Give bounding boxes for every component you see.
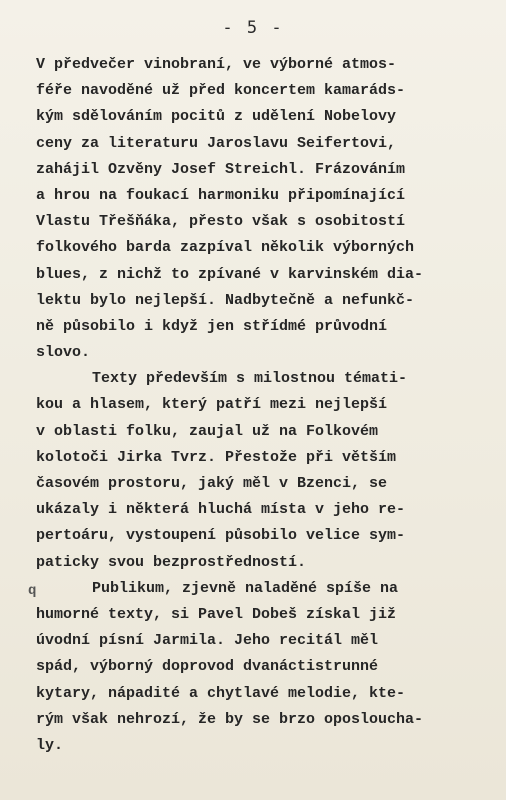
paragraph-3 — [28, 576, 506, 759]
text-line: a hrou na foukací harmoniku připomínající — [36, 186, 406, 204]
text-line: ně působilo i když jen střídmé průvodní — [36, 317, 388, 335]
text-line: zahájil Ozvěny Josef Streichl. Frázováním — [36, 160, 406, 178]
paragraph-1 — [36, 52, 506, 366]
margin-mark: q — [28, 582, 37, 599]
text-line: Vlastu Třešňáka, přesto však s osobitostí — [36, 213, 406, 231]
text-line: spád, výborný doprovod dvanáctistrunné — [36, 658, 379, 676]
text-line: kým sdělováním pocitů z udělení Nobelovy — [36, 108, 397, 126]
text-line: časovém prostoru, jaký měl v Bzenci, se — [36, 475, 388, 492]
page-number: - 5 - — [222, 18, 284, 38]
text-line: kou a hlasem, který patří mezi nejlepší — [36, 396, 388, 414]
text-line: V předvečer vinobraní, ve výborné atmos- — [36, 56, 397, 73]
text-line: humorné texty, si Pavel Dobeš získal již — [36, 605, 397, 623]
text-line: blues, z nichž to zpívané v karvinském dia- — [36, 265, 424, 283]
text-line: pertoáru, vystoupení působilo velice sym- — [36, 527, 406, 545]
text-line: slovo. — [36, 344, 91, 362]
text-line: féře navoděné už před koncertem kamaráds- — [36, 82, 406, 100]
text-line: rým však nehrozí, že by se brzo oposloucha- — [36, 710, 424, 728]
text-line: lektu bylo nejlepší. Nadbytečně a nefunkč- — [36, 291, 415, 309]
text-line: ceny za literaturu Jaroslavu Seifertovi, — [36, 134, 397, 152]
text-line: ly. — [36, 736, 64, 754]
text-line: kytary, nápadité a chytlavé melodie, kte- — [36, 684, 406, 702]
body-text — [28, 52, 506, 759]
paragraph-2 — [36, 366, 506, 576]
text-line: folkového barda zazpíval několik výborných — [36, 239, 415, 257]
text-line: paticky svou bezprostředností. — [36, 553, 307, 571]
text-line: Texty především s milostnou témati- — [92, 370, 408, 388]
text-line: Publikum, zjevně naladěné spíše na — [92, 579, 399, 597]
text-line: ukázaly i některá hluchá místa v jeho re- — [36, 501, 406, 519]
text-line: kolotoči Jirka Tvrz. Přestože při větším — [36, 448, 397, 466]
text-line: v oblasti folku, zaujal už na Folkovém — [36, 422, 379, 440]
text-line: úvodní písní Jarmila. Jeho recitál měl — [36, 632, 379, 650]
